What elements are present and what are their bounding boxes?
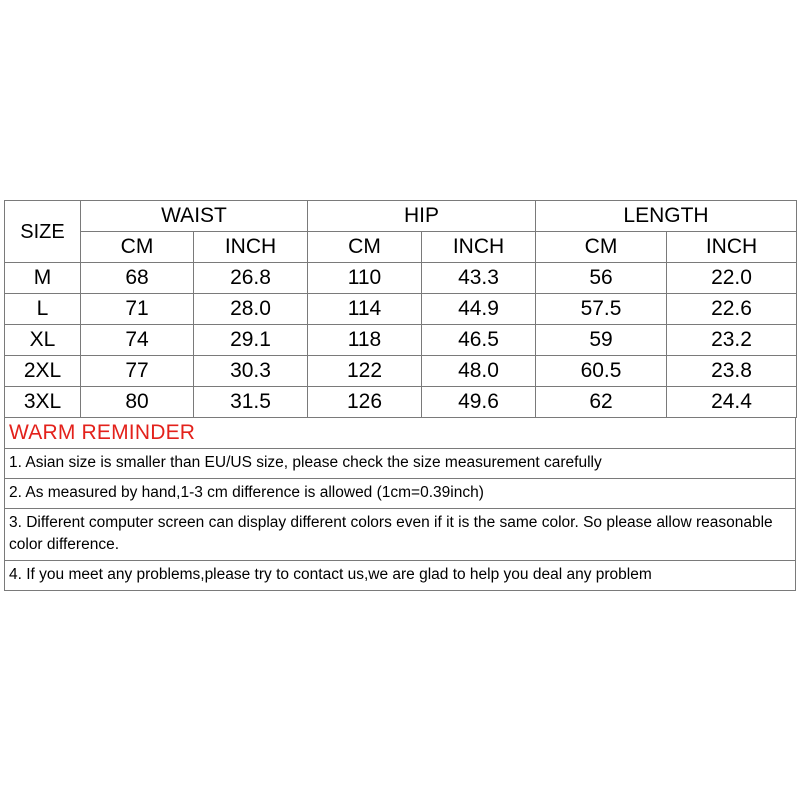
group-header-row	[5, 201, 797, 232]
length-cm-header: CM	[536, 232, 667, 263]
table-cell: 68	[81, 263, 194, 294]
table-cell: 29.1	[194, 325, 308, 356]
table-cell: 23.8	[667, 356, 797, 387]
waist-group-header: WAIST	[81, 201, 308, 232]
table-cell: 28.0	[194, 294, 308, 325]
table-cell: 77	[81, 356, 194, 387]
table-cell: 56	[536, 263, 667, 294]
table-row	[5, 294, 797, 325]
table-cell: 48.0	[422, 356, 536, 387]
size-cell: 2XL	[5, 356, 81, 387]
hip-group-header: HIP	[308, 201, 536, 232]
table-cell: 57.5	[536, 294, 667, 325]
reminder-item-2: 2. As measured by hand,1-3 cm difference is allowed (1cm=0.39inch)	[5, 479, 795, 509]
size-cell: XL	[5, 325, 81, 356]
table-cell: 46.5	[422, 325, 536, 356]
table-cell: 30.3	[194, 356, 308, 387]
hip-inch-header: INCH	[422, 232, 536, 263]
table-cell: 44.9	[422, 294, 536, 325]
table-cell: 122	[308, 356, 422, 387]
table-cell: 80	[81, 387, 194, 418]
table-cell: 43.3	[422, 263, 536, 294]
table-cell: 59	[536, 325, 667, 356]
table-cell: 110	[308, 263, 422, 294]
table-cell: 126	[308, 387, 422, 418]
waist-cm-header: CM	[81, 232, 194, 263]
size-chart	[4, 200, 796, 591]
reminder-item-4: 4. If you meet any problems,please try to contact us,we are glad to help you deal any problem	[9, 566, 652, 583]
table-cell: 60.5	[536, 356, 667, 387]
size-table	[4, 200, 797, 418]
reminder-item-3: 3. Different computer screen can display different colors even if it is the same color. So please allow reasonable color difference.	[5, 509, 795, 561]
table-row	[5, 387, 797, 418]
hip-cm-header: CM	[308, 232, 422, 263]
size-cell: M	[5, 263, 81, 294]
unit-header-row	[5, 232, 797, 263]
table-cell: 74	[81, 325, 194, 356]
table-row	[5, 263, 797, 294]
table-cell: 23.2	[667, 325, 797, 356]
table-cell: 26.8	[194, 263, 308, 294]
reminder-title: WARM REMINDER	[5, 418, 795, 449]
table-cell: 31.5	[194, 387, 308, 418]
table-cell: 22.6	[667, 294, 797, 325]
size-cell: L	[5, 294, 81, 325]
table-cell: 71	[81, 294, 194, 325]
warm-reminder	[4, 418, 796, 591]
table-cell: 22.0	[667, 263, 797, 294]
table-cell: 114	[308, 294, 422, 325]
table-row	[5, 356, 797, 387]
size-column-header: SIZE	[5, 201, 81, 263]
table-cell: 24.4	[667, 387, 797, 418]
table-cell: 49.6	[422, 387, 536, 418]
size-cell: 3XL	[5, 387, 81, 418]
length-group-header: LENGTH	[536, 201, 797, 232]
waist-inch-header: INCH	[194, 232, 308, 263]
length-inch-header: INCH	[667, 232, 797, 263]
table-cell: 118	[308, 325, 422, 356]
table-cell: 62	[536, 387, 667, 418]
reminder-item-1: 1. Asian size is smaller than EU/US size, please check the size measurement carefully	[5, 449, 795, 479]
table-row	[5, 325, 797, 356]
